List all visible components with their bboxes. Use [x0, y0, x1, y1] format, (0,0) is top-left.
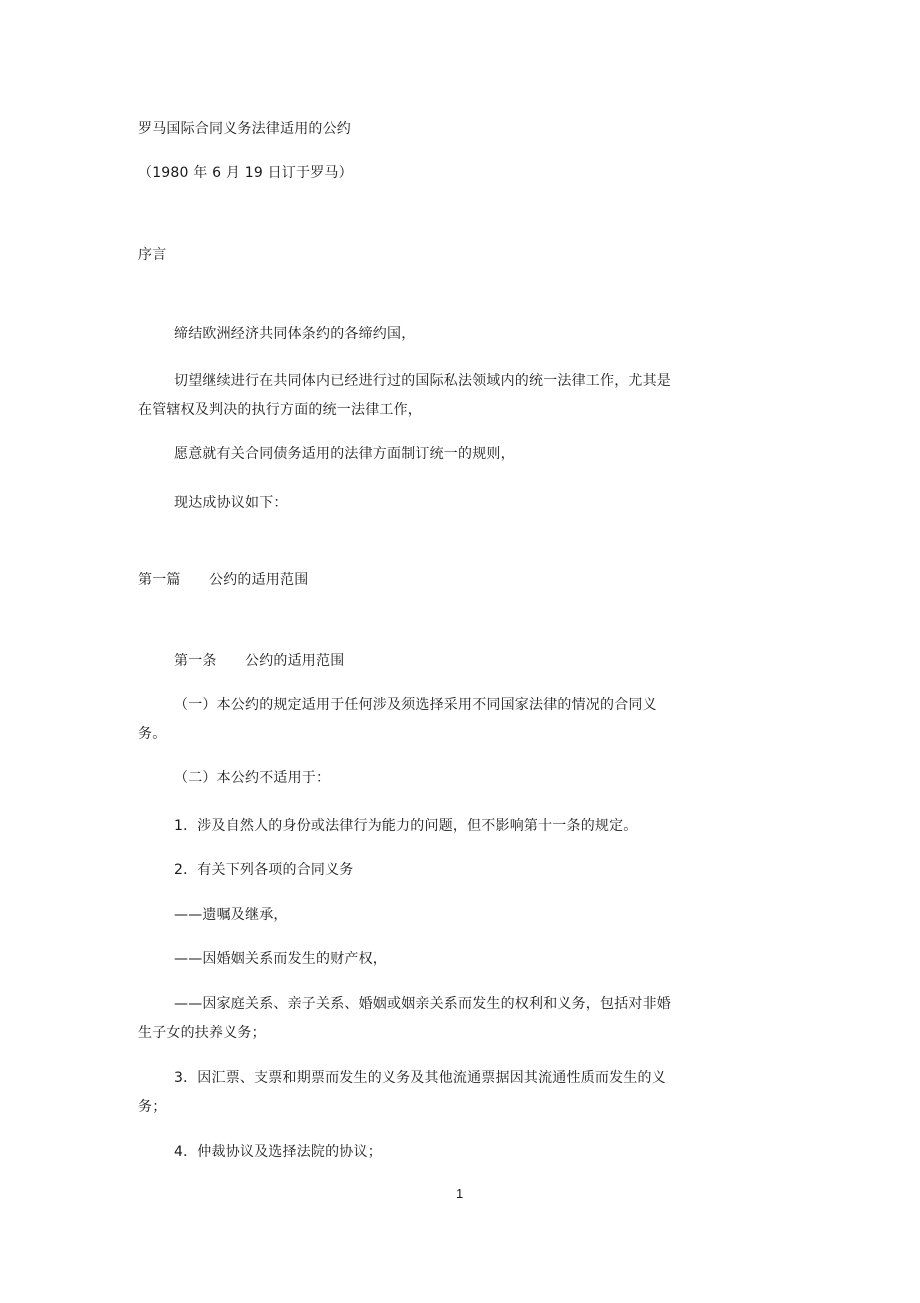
- article-heading: 第一条 公约的适用范围: [174, 653, 345, 669]
- article-item: 2．有关下列各项的合同义务: [174, 862, 354, 878]
- article-subitem: ——因家庭关系、亲子关系、婚姻或姻亲关系而发生的权利和义务，包括对非婚: [174, 996, 671, 1012]
- article-clause-continuation: 务。: [138, 726, 167, 742]
- article-clause: （一）本公约的规定适用于任何涉及须选择采用不同国家法律的情况的合同义: [174, 697, 657, 713]
- article-subitem: ——因婚姻关系而发生的财产权，: [174, 951, 387, 967]
- preamble-paragraph: 切望继续进行在共同体内已经进行过的国际私法领域内的统一法律工作，尤其是: [174, 373, 671, 389]
- preamble-heading: 序言: [138, 247, 167, 263]
- article-item: 3．因汇票、支票和期票而发生的义务及其他流通票据因其流通性质而发生的义: [174, 1070, 666, 1086]
- article-item: 1．涉及自然人的身份或法律行为能力的问题，但不影响第十一条的规定。: [174, 818, 638, 834]
- article-item: 4．仲裁协议及选择法院的协议；: [174, 1144, 382, 1160]
- article-subitem: ——遗嘱及继承，: [174, 907, 288, 923]
- document-title: 罗马国际合同义务法律适用的公约: [138, 121, 351, 137]
- date-line: （1980 年 6 月 19 日订于罗马）: [138, 165, 353, 181]
- part-heading: 第一篇 公约的适用范围: [138, 572, 309, 588]
- preamble-paragraph-continuation: 在管辖权及判决的执行方面的统一法律工作，: [138, 402, 422, 418]
- article-subitem-continuation: 生子女的扶养义务；: [138, 1025, 266, 1041]
- page-number: 1: [456, 1186, 464, 1201]
- article-item-continuation: 务；: [138, 1099, 167, 1115]
- article-clause: （二）本公约不适用于：: [174, 770, 331, 786]
- preamble-paragraph: 缔结欧洲经济共同体条约的各缔约国，: [174, 326, 416, 342]
- preamble-paragraph: 愿意就有关合同债务适用的法律方面制订统一的规则，: [174, 446, 515, 462]
- preamble-paragraph: 现达成协议如下：: [174, 495, 288, 511]
